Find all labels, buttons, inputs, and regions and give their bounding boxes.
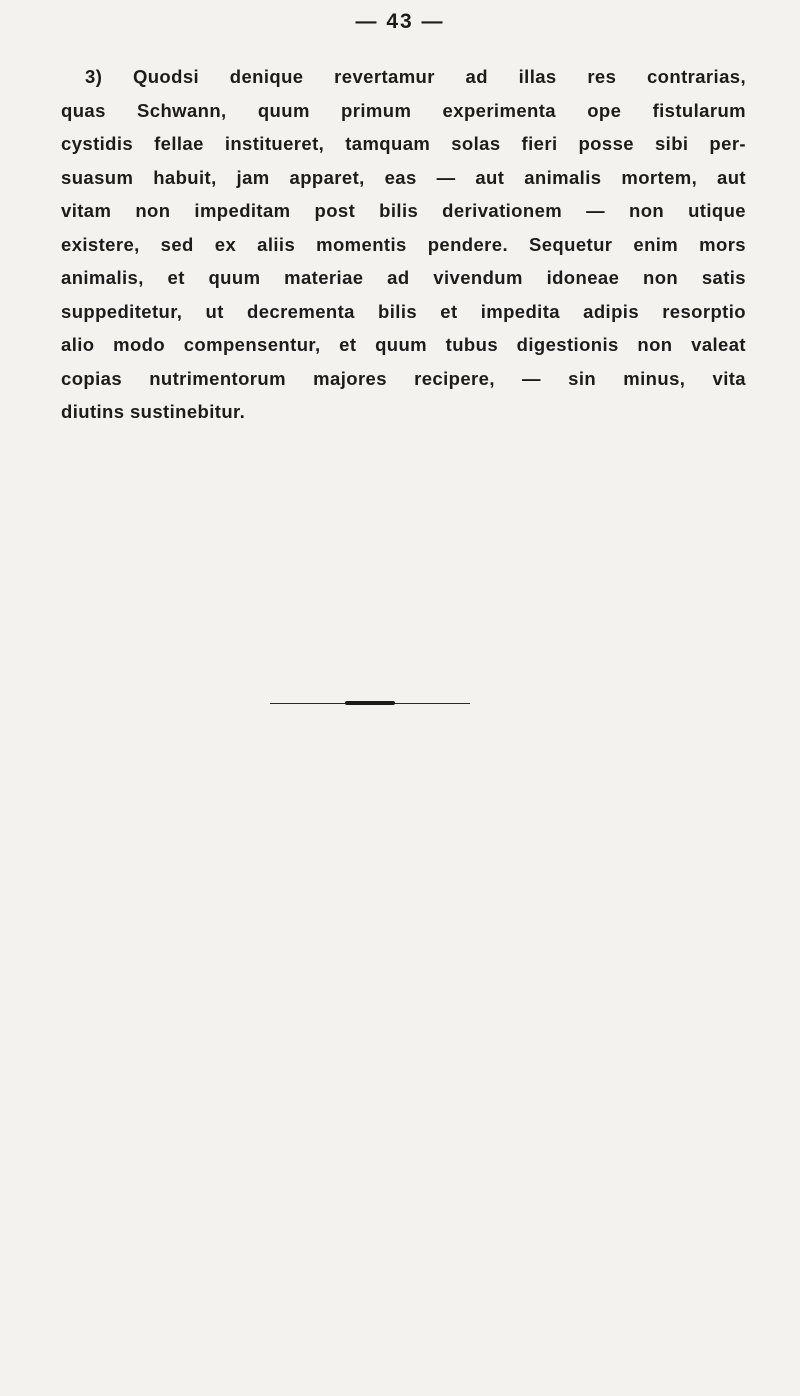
paragraph-line: suasum habuit, jam apparet, eas — aut animalis mortem, aut (61, 166, 746, 188)
paragraph (61, 60, 746, 429)
paragraph-line: existere, sed ex aliis momentis pendere. Sequetur enim mors (61, 233, 746, 255)
paragraph-line: copias nutrimentorum majores recipere, — sin minus, vita (61, 367, 746, 389)
paragraph-line: cystidis fellae institueret, tamquam solas fieri posse sibi per- (61, 133, 746, 154)
paragraph-line: alio modo compensentur, et quum tubus digestionis non valeat (61, 334, 746, 355)
section-divider-ornament (345, 701, 395, 705)
paragraph-line: animalis, et quum materiae ad vivendum idoneae non satis (61, 267, 746, 288)
paragraph-line: vitam non impeditam post bilis derivationem — non utique (61, 200, 746, 221)
paragraph-line: 3) Quodsi denique revertamur ad illas res contrarias, (85, 66, 746, 87)
paragraph-line: quas Schwann, quum primum experimenta ope fistularum (61, 99, 746, 121)
paragraph-line: diutins sustinebitur. (61, 401, 246, 422)
page-number: — 43 — (355, 10, 445, 33)
paragraph-line: suppeditetur, ut decrementa bilis et impedita adipis resorptio (61, 300, 746, 322)
